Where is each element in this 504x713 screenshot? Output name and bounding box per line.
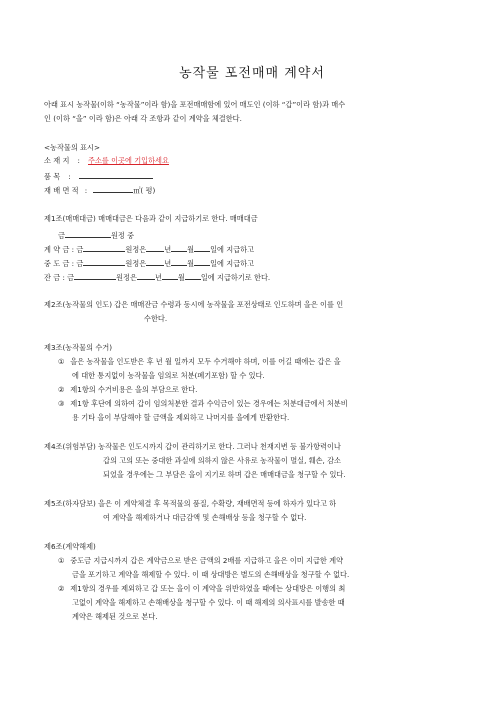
location-colon: : (77, 156, 80, 165)
article-5-line-1: 제5조(하자담보) 을은 이 계약체결 후 목적물의 품질, 수확량, 재배면적 등에 하자가 있다고 하 (44, 499, 337, 508)
contract-deposit-year-field[interactable] (146, 243, 164, 252)
article-2-line-1: 제2조(농작물의 인도) 갑은 매매잔금 수령과 동시에 농작물을 포전상태로 인도하며 을은 이를 인 (44, 300, 344, 309)
intro-line-2: 인 (이하 “을” 이라 함)은 아래 각 조항과 같이 계약을 체결한다. (44, 114, 242, 123)
mid-payment-month-field[interactable] (171, 257, 187, 266)
article-3-clause-1-line-2: 에 대한 통지없이 농작물을 임의로 처분(폐기포함) 할 수 있다. (72, 371, 265, 380)
clause-text: 제1항 후단에 의하여 갑이 임의처분한 결과 수익금이 있는 경우에는 처분대금에서 처분비 (70, 399, 348, 408)
total-amount-field[interactable] (65, 229, 111, 238)
area-field[interactable] (93, 184, 133, 193)
clause-number: ② (58, 584, 65, 593)
article-6-clause-2-line-3: 계약은 해제된 것으로 본다. (72, 612, 158, 621)
item-label: 품 목 (44, 172, 61, 181)
contract-deposit-label: 계 약 금 : 금 (44, 245, 84, 254)
month-text: 월 (177, 273, 185, 282)
month-text: 월 (187, 245, 195, 254)
year-text: 년 (154, 273, 162, 282)
article-4-line-1: 제4조(위험부담) 농작물은 인도시까지 갑이 관리하기로 한다. 그러나 천재지변 등 불가항력이나 (44, 442, 341, 451)
balance-day-field[interactable] (185, 271, 201, 280)
article-6-clause-1-line-1 (58, 556, 343, 565)
day-final-text: 일에 지급하기로 한다. (200, 273, 271, 282)
article-6-clause-2-line-1 (58, 584, 345, 593)
item-colon: : (68, 172, 71, 181)
clause-text: 제1항의 경우를 제외하고 갑 또는 을이 이 계약을 위반하였을 때에는 상대방은 이행의 최 (70, 584, 346, 593)
document-title: 농작물 포전매매 계약서 (179, 66, 325, 81)
contract-deposit-month-field[interactable] (171, 243, 187, 252)
article-3-heading: 제3조(농작물의 수거) (44, 343, 113, 352)
contract-deposit-amount-field[interactable] (83, 243, 125, 252)
article-6-clause-1-line-2: 금을 포기하고 계약을 해제할 수 있다. 이 때 상대방은 별도의 손해배상을 청구할 수 없다. (72, 570, 350, 579)
balance-year-field[interactable] (137, 271, 155, 280)
balance-row (44, 271, 270, 282)
article-4-line-2: 갑의 고의 또는 중대한 과실에 의하지 않은 사유로 농작물이 멸실, 훼손, 감소 (103, 456, 341, 465)
balance-amount-field[interactable] (74, 271, 116, 280)
total-prefix: 금 (58, 231, 65, 240)
clause-text: 을은 농작물을 인도받은 후 년 월 일까지 모두 수거해야 하며, 이를 어길 때에는 갑은 을 (70, 357, 341, 366)
clause-number: ③ (58, 399, 65, 408)
article-5-line-2: 여 계약을 해제하거나 대금감액 및 손해배상 등을 청구할 수 없다. (103, 513, 307, 522)
area-unit: ㎡( 평) (133, 186, 156, 195)
area-row (44, 184, 155, 195)
won-text: 원정은 (116, 273, 137, 282)
day-text: 일에 지급하고 (210, 259, 255, 268)
won-text: 원정은 (125, 259, 147, 268)
crop-heading: <농작물의 표시> (44, 143, 100, 152)
month-text: 월 (187, 259, 195, 268)
clause-number: ① (58, 556, 65, 565)
article-6-heading: 제6조(계약해제) (44, 542, 96, 551)
article-6-clause-2-line-2: 고없이 계약을 해제하고 손해배상을 청구할 수 있다. 이 때 해제의 의사표시를 발송한 때 (72, 598, 345, 607)
year-text: 년 (164, 245, 172, 254)
location-row (44, 156, 169, 165)
article-3-clause-1-line-1 (58, 357, 341, 366)
article-3-clause-3-line-1 (58, 399, 348, 408)
won-text: 원정은 (125, 245, 147, 254)
clause-text: 제1항의 수거비용은 을의 부담으로 한다. (70, 385, 198, 394)
contract-deposit-row (44, 243, 254, 254)
location-field[interactable]: 주소를 이곳에 기입하세요 (88, 156, 169, 165)
total-suffix: 원정 중 (110, 231, 135, 240)
item-field[interactable] (79, 170, 153, 179)
clause-text: 중도금 지급시까지 갑은 계약금으로 받은 금액의 2배를 지급하고 을은 이미 지급한 계약 (70, 556, 344, 565)
item-row (44, 170, 153, 181)
area-colon: : (84, 186, 88, 195)
balance-label: 잔 금 : 금 (44, 273, 75, 282)
clause-number: ① (58, 357, 65, 366)
article-1-line-2 (58, 229, 134, 240)
mid-payment-label: 중 도 금 : 금 (44, 259, 84, 268)
article-3-clause-2 (58, 385, 197, 394)
article-2-line-2: 수한다. (144, 314, 168, 323)
article-3-clause-3-line-2: 용 기타 을이 부담해야 할 금액을 제외하고 나머지를 을에게 반환한다. (72, 413, 290, 422)
balance-month-field[interactable] (162, 271, 178, 280)
mid-payment-year-field[interactable] (146, 257, 164, 266)
location-label: 소 재 지 (44, 156, 70, 165)
day-text: 일에 지급하고 (210, 245, 255, 254)
intro-line-1: 아래 표시 농작물(이하 “농작물”이라 함)을 포전매매함에 있어 매도인 (이하 “갑”이라 함)과 매수 (44, 100, 346, 109)
mid-payment-amount-field[interactable] (83, 257, 125, 266)
area-label: 재 배 면 적 (44, 186, 79, 195)
contract-deposit-day-field[interactable] (194, 243, 210, 252)
clause-number: ② (58, 385, 65, 394)
article-4-line-3: 되었을 경우에는 그 부담은 을이 지기로 하며 갑은 매매대금을 청구할 수 있다. (103, 470, 346, 479)
article-1-line-1: 제1조(매매대금) 매매대금은 다음과 같이 지급하기로 한다. 매매대금 (44, 214, 258, 223)
mid-payment-day-field[interactable] (194, 257, 210, 266)
year-text: 년 (164, 259, 172, 268)
mid-payment-row (44, 257, 254, 268)
